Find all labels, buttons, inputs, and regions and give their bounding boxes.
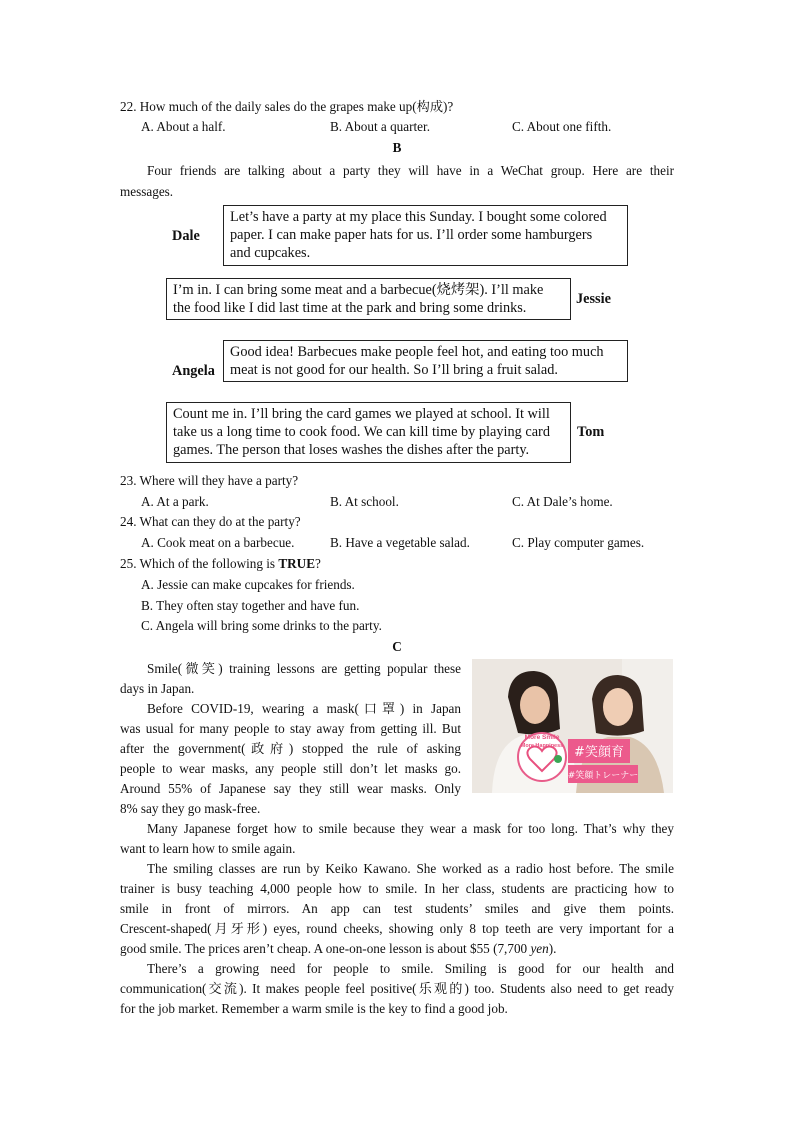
question-25-option-c: C. Angela will bring some drinks to the party. — [141, 618, 382, 633]
para-line: after the government(政府) stopped the rule of asking — [120, 741, 461, 756]
message-line: the food like I did last time at the park and bring some drinks. — [173, 300, 527, 316]
message-line: Let’s have a party at my place this Sunday. I bought some colored — [230, 209, 607, 225]
para-line: The smiling classes are run by Keiko Kawano. She worked as a radio host before. The smile — [147, 861, 674, 876]
price-text: good smile. The prices aren’t cheap. A one-on-one lesson is about $55 (7,700 — [120, 941, 531, 956]
para-line: people to wear masks, any people still don’t let masks go. — [120, 761, 461, 776]
para-line: Many Japanese forget how to smile because they wear a mask for too long. That’s why they — [147, 821, 674, 836]
para-line: Before COVID-19, wearing a mask(口罩) in Japan — [147, 701, 461, 716]
question-25-option-b: B. They often stay together and have fun. — [141, 598, 360, 613]
question-23-stem: 23. Where will they have a party? — [120, 473, 299, 488]
price-text-end: ). — [548, 941, 557, 956]
para-line: was usual for many people to stay away from getting ill. But — [120, 721, 461, 736]
question-23-option-b: B. At school. — [330, 494, 399, 509]
paragraph-2 — [120, 699, 461, 819]
message-line: meat is not good for our health. So I’ll bring a fruit salad. — [230, 362, 558, 378]
question-23-option-c: C. At Dale’s home. — [512, 494, 613, 509]
speaker-name-jessie: Jessie — [576, 291, 611, 307]
para-line: Crescent-shaped(月牙形) eyes, round cheeks, showing only 8 top teeth are very important for a — [120, 921, 674, 936]
question-25-stem-text: 25. Which of the following is — [120, 556, 279, 571]
message-box-angela — [223, 340, 628, 382]
sign-small-text: #笑顔トレーナー — [567, 771, 639, 781]
para-line: trainer is busy teaching 4,000 people how to smile. In her class, students are practicing how to — [120, 881, 674, 896]
section-c-title: C — [392, 639, 402, 654]
question-22-option-b: B. About a quarter. — [330, 119, 430, 134]
card-top-text: More Smile — [524, 734, 560, 741]
message-line: Good idea! Barbecues make people feel hot, and eating too much — [230, 344, 604, 360]
question-25-stem-end: ? — [315, 556, 321, 571]
message-line: paper. I can make paper hats for us. I’ll order some hamburgers — [230, 227, 593, 243]
section-b-title: B — [392, 140, 402, 155]
card-mid-text: More Happiness — [520, 743, 564, 749]
sign-big-text: #笑顔育 — [574, 745, 624, 760]
para-line: for the job market. Remember a warm smile is the key to find a good job. — [120, 1001, 508, 1016]
photo-illustration — [472, 659, 673, 793]
message-line: take us a long time to cook food. We can kill time by playing card — [173, 424, 550, 440]
para-line: Around 55% of Japanese say they still wear masks. Only — [120, 781, 461, 796]
speaker-name-tom: Tom — [577, 424, 605, 440]
para-line: communication(交流). It makes people feel positive(乐观的) too. Students also need to get ready — [120, 981, 674, 996]
question-25-stem — [120, 555, 321, 573]
para-line — [120, 939, 674, 959]
question-23-option-a: A. At a park. — [141, 494, 209, 509]
intro-line: messages. — [120, 184, 174, 199]
message-line: Count me in. I’ll bring the card games we played at school. It will — [173, 406, 550, 422]
paragraph-3 — [120, 819, 674, 859]
question-24-stem: 24. What can they do at the party? — [120, 514, 301, 529]
para-line: 8% say they go mask-free. — [120, 801, 261, 816]
speaker-name-angela: Angela — [172, 363, 215, 379]
message-line: I’m in. I can bring some meat and a barbecue(烧烤架). I’ll make — [173, 282, 544, 298]
message-line: games. The person that loses washes the dishes after the party. — [173, 442, 530, 458]
question-22-option-a: A. About a half. — [141, 119, 226, 134]
para-line: smile in front of mirrors. An app can test students’ smiles and give them points. — [120, 901, 674, 916]
question-22-stem: 22. How much of the daily sales do the grapes make up(构成)? — [120, 99, 454, 114]
para-line: days in Japan. — [120, 681, 195, 696]
section-b-intro — [120, 160, 674, 202]
question-24-option-a: A. Cook meat on a barbecue. — [141, 535, 295, 550]
para-line: There’s a growing need for people to smile. Smiling is good for our health and — [147, 961, 674, 976]
intro-line: Four friends are talking about a party they will have in a WeChat group. Here are their — [147, 163, 674, 178]
question-22-option-c: C. About one fifth. — [512, 119, 612, 134]
question-24-option-b: B. Have a vegetable salad. — [330, 535, 470, 550]
paragraph-5 — [120, 959, 674, 1019]
speaker-name-dale: Dale — [172, 228, 200, 244]
question-24-option-c: C. Play computer games. — [512, 535, 645, 550]
question-25-option-a: A. Jessie can make cupcakes for friends. — [141, 577, 355, 592]
paragraph-1 — [120, 659, 461, 699]
para-line: want to learn how to smile again. — [120, 841, 296, 856]
para-line: Smile(微笑) training lessons are getting popular these — [147, 661, 461, 676]
smile-trainers-photo — [472, 659, 673, 793]
currency-word: yen — [530, 941, 549, 956]
question-25-stem-emphasis: TRUE — [278, 556, 315, 571]
message-box-dale — [223, 205, 628, 266]
message-box-jessie — [166, 278, 571, 320]
message-box-tom — [166, 402, 571, 463]
message-line: and cupcakes. — [230, 245, 311, 261]
paragraph-4 — [120, 859, 674, 959]
